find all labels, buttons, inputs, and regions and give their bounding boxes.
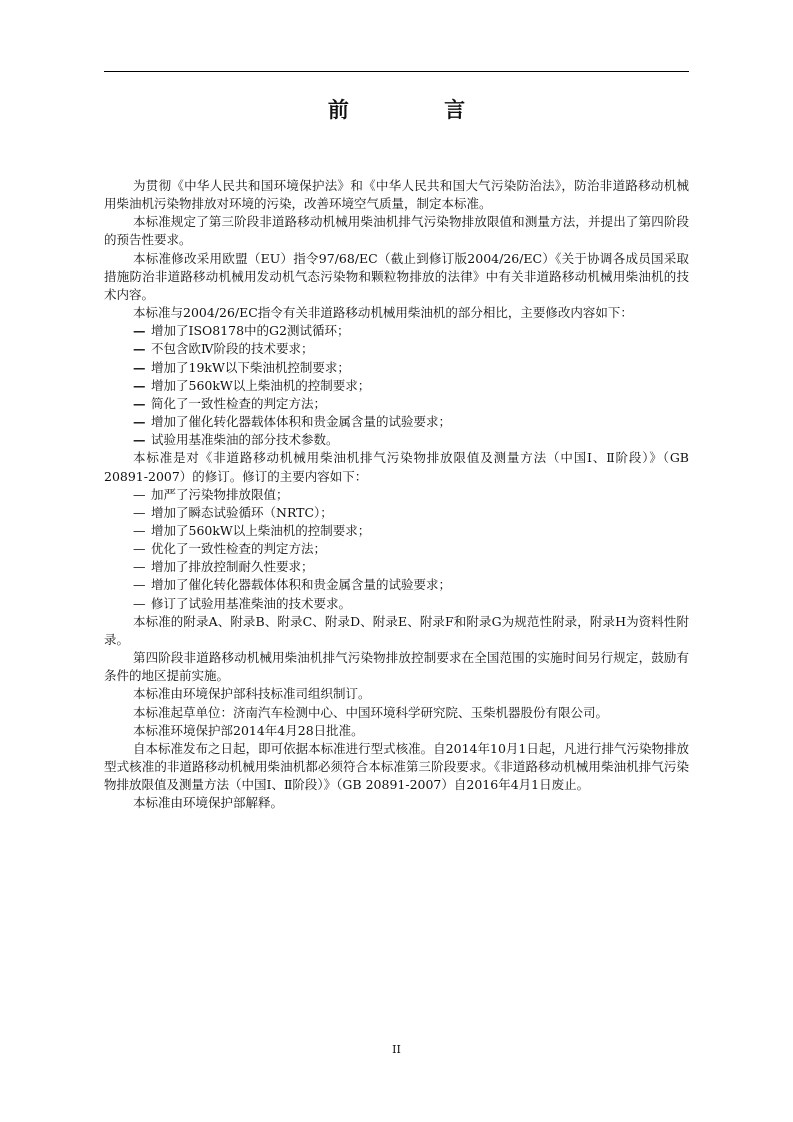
list-item-text: 增加了560kW以上柴油机的控制要求； xyxy=(151,522,371,538)
dash-marker: — xyxy=(133,504,146,520)
list-item xyxy=(104,359,689,377)
foreword-body xyxy=(104,177,689,812)
list-item-text: 增加了ISO8178中的G2测试循环； xyxy=(151,323,350,339)
changes-list-gb xyxy=(104,486,689,613)
paragraph-approval: 本标准环境保护部2014年4月28日批准。 xyxy=(133,722,364,738)
list-item-text: 增加了排放控制耐久性要求； xyxy=(151,559,314,575)
paragraph-stage-four: 第四阶段非道路移动机械用柴油机排气污染物排放控制要求在全国范围的实施时间另行规定，鼓励有条件的地区提前实施。 xyxy=(104,650,689,684)
paragraph-annexes: 本标准的附录A、附录B、附录C、附录D、附录E、附录F和附录G为规范性附录，附录H为资料性附录。 xyxy=(104,613,689,647)
dash-marker: — xyxy=(133,377,146,393)
paragraph-organizer: 本标准由环境保护部科技标准司组织制订。 xyxy=(133,686,371,702)
header-rule xyxy=(104,71,689,72)
list-item-text: 增加了19kW以下柴油机控制要求； xyxy=(151,359,350,375)
paragraph-purpose: 为贯彻《中华人民共和国环境保护法》和《中华人民共和国大气污染防治法》，防治非道路移动机械用柴油机污染物排放对环境的污染，改善环境空气质量，制定本标准。 xyxy=(104,178,689,212)
list-item xyxy=(104,395,689,413)
list-item-text: 修订了试验用基准柴油的技术要求。 xyxy=(151,595,352,611)
dash-marker: — xyxy=(133,595,146,611)
list-item xyxy=(104,540,689,558)
dash-marker: — xyxy=(133,359,146,375)
list-item xyxy=(104,431,689,449)
list-item xyxy=(104,486,689,504)
dash-marker: — xyxy=(133,414,146,430)
paragraph-interpretation: 本标准由环境保护部解释。 xyxy=(133,795,284,811)
paragraph-drafters: 本标准起草单位：济南汽车检测中心、中国环境科学研究院、玉柴机器股份有限公司。 xyxy=(133,704,609,720)
list-item xyxy=(104,340,689,358)
paragraph-scope: 本标准规定了第三阶段非道路移动机械用柴油机排气污染物排放限值和测量方法，并提出了第四阶段的预告性要求。 xyxy=(104,214,689,248)
paragraph-changes-intro: 本标准与2004/26/EC指令有关非道路移动机械用柴油机的部分相比，主要修改内容如下： xyxy=(133,305,633,321)
list-item xyxy=(104,522,689,540)
list-item-text: 不包含欧Ⅳ阶段的技术要求； xyxy=(151,341,314,357)
list-item xyxy=(104,576,689,594)
list-item-text: 增加了560kW以上柴油机的控制要求； xyxy=(151,377,371,393)
dash-marker: — xyxy=(133,577,146,593)
list-item xyxy=(104,504,689,522)
paragraph-effective-date: 自本标准发布之日起，即可依据本标准进行型式核准。自2014年10月1日起，凡进行排气污染物排放型式核准的非道路移动机械用柴油机都必须符合本标准第三阶段要求。《非道路移动机械用柴油机排气污染物排放限值及测量方法（中国Ⅰ、Ⅱ阶段）》（GB 20891-2007）自2016年4月1日废止。 xyxy=(104,740,689,793)
dash-marker: — xyxy=(133,323,146,339)
page-number: II xyxy=(392,1043,401,1056)
list-item-text: 增加了催化转化器载体体积和贵金属含量的试验要求； xyxy=(151,414,452,430)
dash-marker: — xyxy=(133,341,146,357)
dash-marker: — xyxy=(133,395,146,411)
dash-marker: — xyxy=(133,522,146,538)
list-item-text: 增加了催化转化器载体体积和贵金属含量的试验要求； xyxy=(151,577,452,593)
paragraph-adoption: 本标准修改采用欧盟（EU）指令97/68/EC（截止到修订版2004/26/EC）《关于协调各成员国采取措施防治非道路移动机械用发动机气态污染物和颗粒物排放的法律》中有关非道路移动机械用柴油机的技术内容。 xyxy=(104,250,689,302)
dash-marker: — xyxy=(133,432,146,448)
list-item xyxy=(104,413,689,431)
list-item-text: 试验用基准柴油的部分技术参数。 xyxy=(151,432,339,448)
dash-marker: — xyxy=(133,541,146,557)
page-title: 前 言 xyxy=(327,98,510,122)
changes-list-eu xyxy=(104,322,689,449)
list-item-text: 增加了瞬态试验循环（NRTC）； xyxy=(151,504,333,520)
list-item-text: 优化了一致性检查的判定方法； xyxy=(151,541,327,557)
list-item xyxy=(104,558,689,576)
list-item xyxy=(104,595,689,613)
dash-marker: — xyxy=(133,486,146,502)
dash-marker: — xyxy=(133,559,146,575)
list-item xyxy=(104,377,689,395)
list-item-text: 简化了一致性检查的判定方法； xyxy=(151,395,327,411)
paragraph-revision-intro: 本标准是对《非道路移动机械用柴油机排气污染物排放限值及测量方法（中国Ⅰ、Ⅱ阶段）》（GB 20891-2007）的修订。修订的主要内容如下： xyxy=(104,450,689,484)
list-item-text: 加严了污染物排放限值； xyxy=(151,486,289,502)
list-item xyxy=(104,322,689,340)
